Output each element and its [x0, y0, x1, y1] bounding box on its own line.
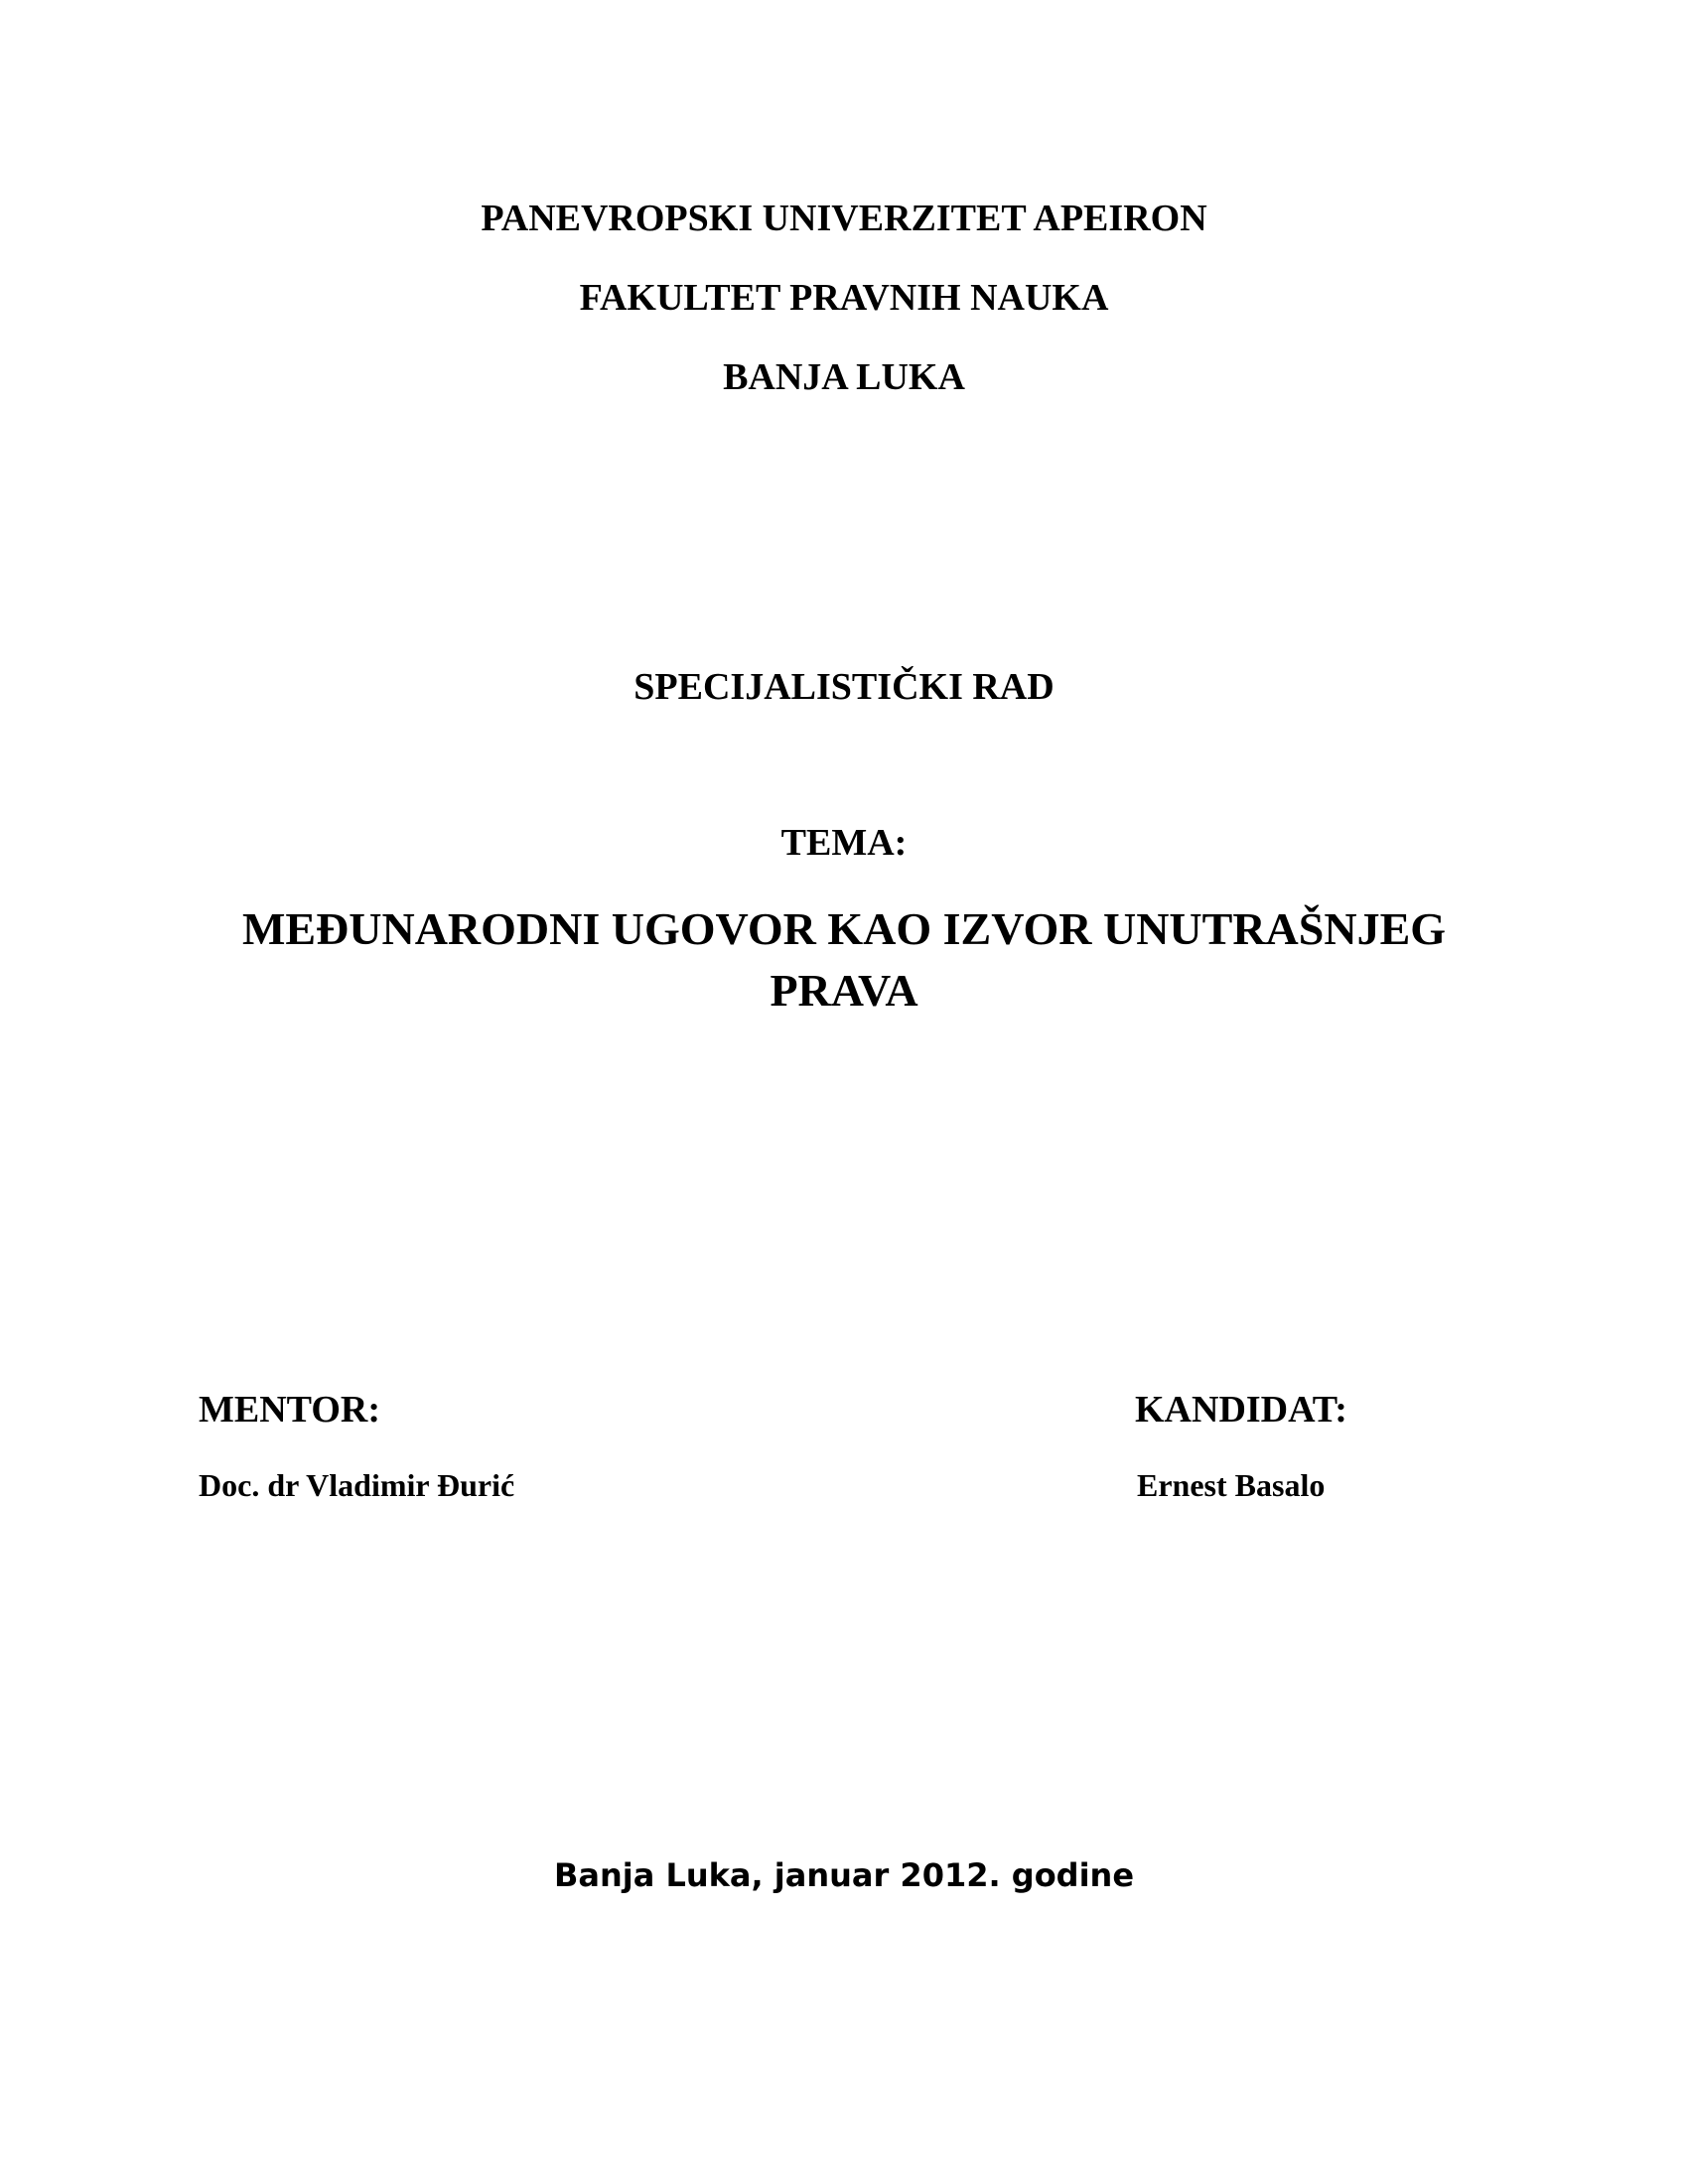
faculty-name: FAKULTET PRAVNIH NAUKA [579, 277, 1109, 319]
candidate-label: KANDIDAT: [1135, 1389, 1347, 1431]
thesis-title-line-2: PRAVA [770, 965, 918, 1016]
candidate-name: Ernest Basalo [1137, 1467, 1326, 1503]
place-date: Banja Luka, januar 2012. godine [553, 1856, 1135, 1894]
work-type: SPECIJALISTIČKI RAD [633, 666, 1055, 708]
city-name: BANJA LUKA [723, 356, 965, 398]
topic-label: TEMA: [780, 822, 908, 864]
mentor-label: MENTOR: [199, 1389, 380, 1431]
university-name: PANEVROPSKI UNIVERZITET APEIRON [481, 198, 1207, 239]
mentor-name: Doc. dr Vladimir Đurić [199, 1467, 515, 1503]
thesis-title-line-1: MEĐUNARODNI UGOVOR KAO IZVOR UNUTRAŠNJEG [241, 903, 1447, 954]
thesis-title [199, 898, 1489, 1022]
